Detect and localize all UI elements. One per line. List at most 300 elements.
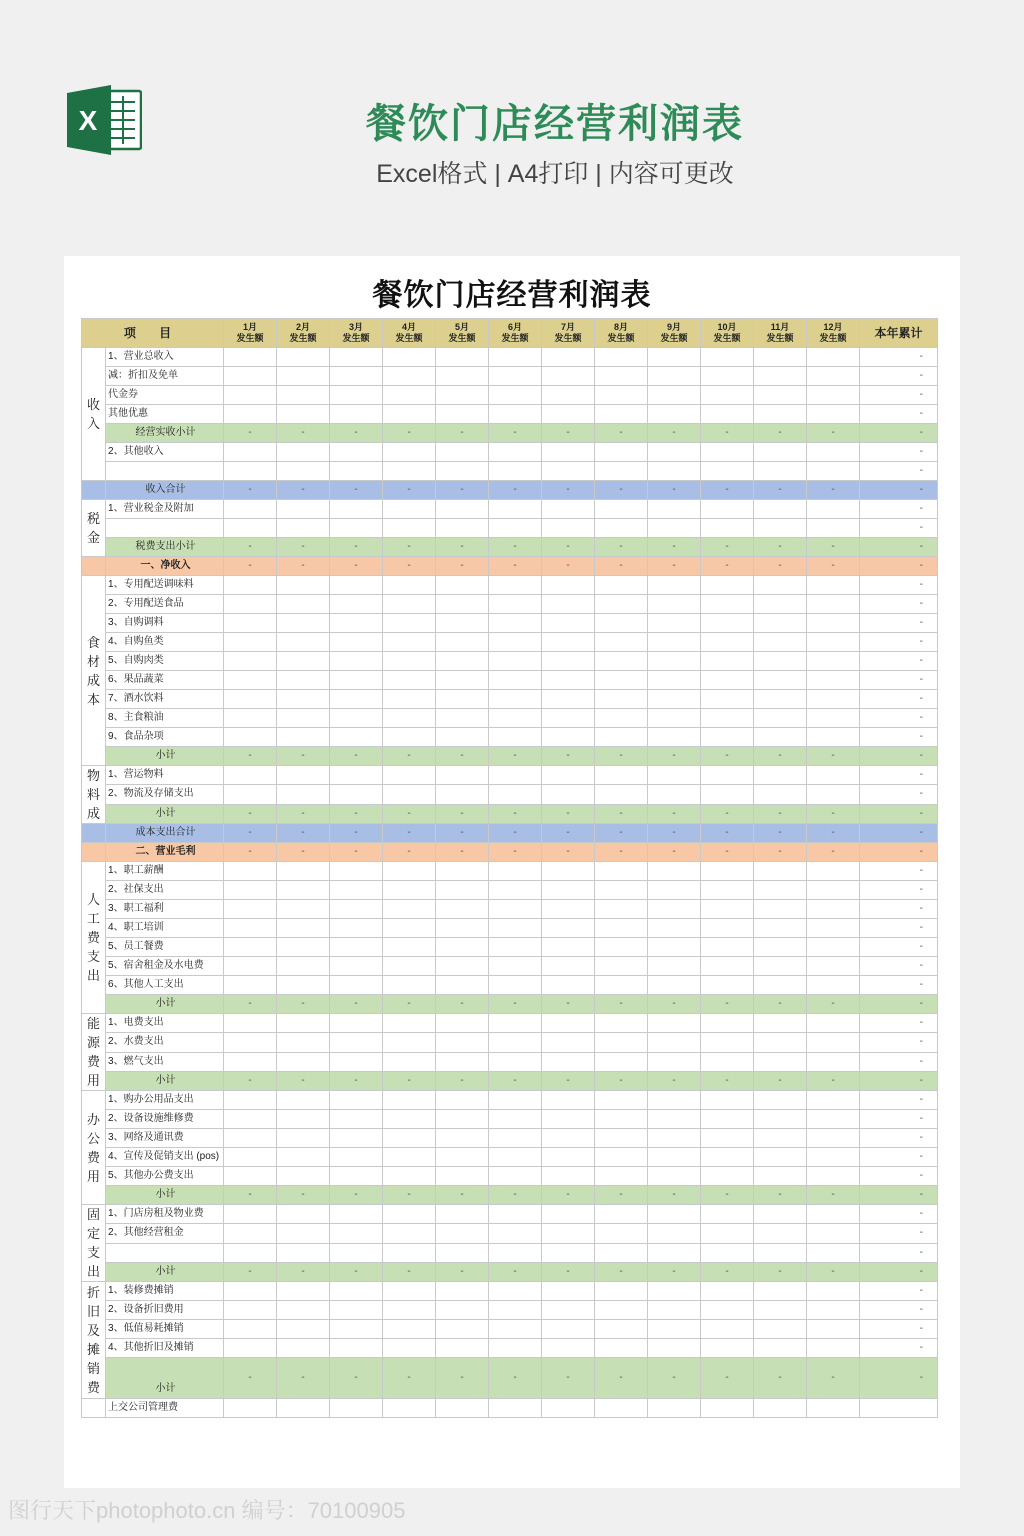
month-cell[interactable]: [542, 709, 595, 728]
month-cell[interactable]: [542, 1339, 595, 1358]
month-cell[interactable]: -: [224, 424, 277, 443]
month-cell[interactable]: [224, 443, 277, 462]
month-cell[interactable]: -: [595, 1071, 648, 1090]
month-cell[interactable]: [383, 1282, 436, 1301]
month-cell[interactable]: [542, 976, 595, 995]
year-total-cell[interactable]: -: [860, 348, 938, 367]
month-cell[interactable]: [595, 633, 648, 652]
row-label[interactable]: 5、员工餐费: [106, 938, 224, 957]
month-cell[interactable]: [701, 881, 754, 900]
month-cell[interactable]: [383, 1205, 436, 1224]
month-cell[interactable]: [489, 709, 542, 728]
month-cell[interactable]: [383, 1243, 436, 1262]
month-cell[interactable]: [224, 1052, 277, 1071]
month-cell[interactable]: [648, 1052, 701, 1071]
month-cell[interactable]: [754, 443, 807, 462]
month-cell[interactable]: [277, 519, 330, 538]
year-total-cell[interactable]: -: [860, 804, 938, 823]
month-cell[interactable]: [383, 1110, 436, 1129]
month-cell[interactable]: [701, 900, 754, 919]
month-cell[interactable]: -: [330, 1186, 383, 1205]
month-cell[interactable]: [595, 1052, 648, 1071]
month-cell[interactable]: [383, 1129, 436, 1148]
month-cell[interactable]: -: [277, 1071, 330, 1090]
month-cell[interactable]: -: [542, 824, 595, 843]
month-cell[interactable]: -: [542, 424, 595, 443]
row-label[interactable]: 小计: [106, 1262, 224, 1281]
row-label[interactable]: 8、主食粮油: [106, 709, 224, 728]
month-cell[interactable]: [277, 976, 330, 995]
month-cell[interactable]: [648, 690, 701, 709]
month-cell[interactable]: -: [330, 481, 383, 500]
month-cell[interactable]: [436, 728, 489, 747]
month-cell[interactable]: -: [436, 824, 489, 843]
month-cell[interactable]: [330, 709, 383, 728]
month-cell[interactable]: [807, 766, 860, 785]
month-cell[interactable]: -: [277, 747, 330, 766]
month-cell[interactable]: [701, 1091, 754, 1110]
month-cell[interactable]: [807, 348, 860, 367]
month-cell[interactable]: [489, 1014, 542, 1033]
month-cell[interactable]: [648, 766, 701, 785]
month-cell[interactable]: [701, 633, 754, 652]
row-label[interactable]: 4、其他折旧及摊销: [106, 1339, 224, 1358]
month-cell[interactable]: [489, 938, 542, 957]
month-cell[interactable]: -: [648, 557, 701, 576]
month-cell[interactable]: -: [383, 804, 436, 823]
month-cell[interactable]: [330, 1320, 383, 1339]
month-cell[interactable]: [489, 1052, 542, 1071]
year-total-cell[interactable]: -: [860, 766, 938, 785]
year-total-cell[interactable]: -: [860, 747, 938, 766]
year-total-cell[interactable]: -: [860, 1262, 938, 1281]
month-cell[interactable]: [277, 1224, 330, 1243]
month-cell[interactable]: [701, 405, 754, 424]
month-cell[interactable]: -: [330, 424, 383, 443]
row-label[interactable]: 1、职工薪酬: [106, 862, 224, 881]
month-cell[interactable]: [648, 862, 701, 881]
row-label[interactable]: 其他优惠: [106, 405, 224, 424]
month-cell[interactable]: [595, 1320, 648, 1339]
month-cell[interactable]: -: [383, 538, 436, 557]
month-cell[interactable]: -: [701, 747, 754, 766]
month-cell[interactable]: -: [489, 481, 542, 500]
month-cell[interactable]: [383, 1052, 436, 1071]
year-total-cell[interactable]: -: [860, 519, 938, 538]
month-cell[interactable]: -: [595, 804, 648, 823]
month-cell[interactable]: [330, 1091, 383, 1110]
month-cell[interactable]: [489, 1167, 542, 1186]
month-cell[interactable]: [648, 519, 701, 538]
month-cell[interactable]: [754, 614, 807, 633]
row-label[interactable]: 代金券: [106, 386, 224, 405]
month-cell[interactable]: [542, 1205, 595, 1224]
month-cell[interactable]: [807, 1339, 860, 1358]
month-cell[interactable]: [701, 595, 754, 614]
month-cell[interactable]: -: [754, 481, 807, 500]
month-cell[interactable]: [330, 367, 383, 386]
month-cell[interactable]: [648, 976, 701, 995]
month-cell[interactable]: [754, 900, 807, 919]
year-total-cell[interactable]: -: [860, 728, 938, 747]
month-cell[interactable]: [383, 709, 436, 728]
month-cell[interactable]: [701, 1052, 754, 1071]
month-cell[interactable]: [383, 519, 436, 538]
month-cell[interactable]: -: [489, 1262, 542, 1281]
month-cell[interactable]: [224, 652, 277, 671]
month-cell[interactable]: [383, 652, 436, 671]
row-label[interactable]: 1、营业总收入: [106, 348, 224, 367]
month-cell[interactable]: [701, 1167, 754, 1186]
month-cell[interactable]: -: [224, 1186, 277, 1205]
month-cell[interactable]: [436, 690, 489, 709]
month-cell[interactable]: [277, 957, 330, 976]
month-cell[interactable]: [648, 1148, 701, 1167]
month-cell[interactable]: [277, 1110, 330, 1129]
year-total-cell[interactable]: -: [860, 1243, 938, 1262]
month-cell[interactable]: -: [383, 843, 436, 862]
month-cell[interactable]: [807, 1014, 860, 1033]
month-cell[interactable]: [648, 652, 701, 671]
month-cell[interactable]: [807, 1301, 860, 1320]
month-cell[interactable]: [754, 519, 807, 538]
month-cell[interactable]: -: [277, 1262, 330, 1281]
year-total-cell[interactable]: -: [860, 919, 938, 938]
month-cell[interactable]: [277, 1167, 330, 1186]
month-cell[interactable]: [754, 690, 807, 709]
month-cell[interactable]: -: [542, 843, 595, 862]
month-cell[interactable]: [648, 900, 701, 919]
year-total-cell[interactable]: -: [860, 1071, 938, 1090]
month-cell[interactable]: [436, 1282, 489, 1301]
month-cell[interactable]: -: [648, 1358, 701, 1399]
month-cell[interactable]: -: [277, 1358, 330, 1399]
month-cell[interactable]: -: [595, 824, 648, 843]
year-total-cell[interactable]: -: [860, 1052, 938, 1071]
month-cell[interactable]: -: [436, 747, 489, 766]
month-cell[interactable]: [807, 938, 860, 957]
month-cell[interactable]: -: [330, 538, 383, 557]
month-cell[interactable]: -: [754, 824, 807, 843]
month-cell[interactable]: [754, 1052, 807, 1071]
month-cell[interactable]: [807, 1110, 860, 1129]
month-cell[interactable]: [595, 576, 648, 595]
year-total-cell[interactable]: -: [860, 557, 938, 576]
month-cell[interactable]: [595, 595, 648, 614]
month-cell[interactable]: -: [701, 481, 754, 500]
month-cell[interactable]: [701, 1129, 754, 1148]
year-total-cell[interactable]: -: [860, 709, 938, 728]
month-cell[interactable]: -: [330, 1358, 383, 1399]
month-cell[interactable]: [277, 348, 330, 367]
year-total-cell[interactable]: -: [860, 976, 938, 995]
month-cell[interactable]: [436, 671, 489, 690]
month-cell[interactable]: [489, 957, 542, 976]
month-cell[interactable]: [436, 1243, 489, 1262]
month-cell[interactable]: [754, 1224, 807, 1243]
year-total-cell[interactable]: -: [860, 938, 938, 957]
month-cell[interactable]: -: [754, 424, 807, 443]
month-cell[interactable]: -: [648, 824, 701, 843]
month-cell[interactable]: [436, 519, 489, 538]
month-cell[interactable]: [383, 1320, 436, 1339]
year-total-cell[interactable]: -: [860, 862, 938, 881]
year-total-cell[interactable]: -: [860, 1282, 938, 1301]
month-cell[interactable]: [595, 728, 648, 747]
month-cell[interactable]: [807, 1399, 860, 1418]
month-cell[interactable]: [542, 443, 595, 462]
year-total-cell[interactable]: -: [860, 1339, 938, 1358]
month-cell[interactable]: [648, 367, 701, 386]
month-cell[interactable]: [224, 462, 277, 481]
month-cell[interactable]: -: [224, 557, 277, 576]
month-cell[interactable]: [595, 614, 648, 633]
month-cell[interactable]: [701, 1033, 754, 1052]
month-cell[interactable]: [648, 1399, 701, 1418]
month-cell[interactable]: [277, 367, 330, 386]
year-total-cell[interactable]: -: [860, 595, 938, 614]
month-cell[interactable]: -: [701, 804, 754, 823]
month-cell[interactable]: -: [807, 557, 860, 576]
month-cell[interactable]: [436, 443, 489, 462]
month-cell[interactable]: -: [277, 424, 330, 443]
month-cell[interactable]: [436, 938, 489, 957]
row-label[interactable]: 9、食品杂项: [106, 728, 224, 747]
month-cell[interactable]: [489, 766, 542, 785]
month-cell[interactable]: [754, 595, 807, 614]
month-cell[interactable]: [277, 728, 330, 747]
month-cell[interactable]: [224, 1224, 277, 1243]
month-cell[interactable]: [224, 1320, 277, 1339]
month-cell[interactable]: -: [807, 804, 860, 823]
month-cell[interactable]: [754, 1110, 807, 1129]
month-cell[interactable]: [436, 348, 489, 367]
month-cell[interactable]: [542, 1033, 595, 1052]
month-cell[interactable]: [595, 386, 648, 405]
month-cell[interactable]: [436, 576, 489, 595]
month-cell[interactable]: [383, 1224, 436, 1243]
month-cell[interactable]: [224, 1167, 277, 1186]
month-cell[interactable]: -: [807, 1186, 860, 1205]
month-cell[interactable]: -: [701, 424, 754, 443]
row-label[interactable]: 2、其他收入: [106, 443, 224, 462]
row-label[interactable]: 上交公司管理费: [106, 1399, 224, 1418]
month-cell[interactable]: [807, 595, 860, 614]
month-cell[interactable]: [277, 862, 330, 881]
month-cell[interactable]: [701, 1014, 754, 1033]
year-total-cell[interactable]: -: [860, 614, 938, 633]
month-cell[interactable]: [489, 576, 542, 595]
month-cell[interactable]: [701, 348, 754, 367]
month-cell[interactable]: [330, 976, 383, 995]
month-cell[interactable]: [224, 386, 277, 405]
month-cell[interactable]: [648, 576, 701, 595]
month-cell[interactable]: [754, 462, 807, 481]
month-cell[interactable]: [648, 1320, 701, 1339]
month-cell[interactable]: [224, 367, 277, 386]
month-cell[interactable]: [224, 728, 277, 747]
month-cell[interactable]: [754, 1129, 807, 1148]
row-label[interactable]: 1、装修费摊销: [106, 1282, 224, 1301]
month-cell[interactable]: [754, 1014, 807, 1033]
month-cell[interactable]: [436, 1014, 489, 1033]
row-label[interactable]: 2、专用配送食品: [106, 595, 224, 614]
row-label[interactable]: 小计: [106, 1186, 224, 1205]
month-cell[interactable]: [595, 652, 648, 671]
month-cell[interactable]: [648, 1110, 701, 1129]
month-cell[interactable]: [436, 1399, 489, 1418]
month-cell[interactable]: [224, 1129, 277, 1148]
month-cell[interactable]: [701, 1224, 754, 1243]
year-total-cell[interactable]: -: [860, 843, 938, 862]
month-cell[interactable]: [330, 1399, 383, 1418]
month-cell[interactable]: [595, 1110, 648, 1129]
month-cell[interactable]: [383, 595, 436, 614]
month-cell[interactable]: [701, 367, 754, 386]
month-cell[interactable]: [436, 652, 489, 671]
year-total-cell[interactable]: -: [860, 1358, 938, 1399]
month-cell[interactable]: [489, 386, 542, 405]
month-cell[interactable]: [542, 1091, 595, 1110]
month-cell[interactable]: -: [224, 804, 277, 823]
month-cell[interactable]: [595, 709, 648, 728]
month-cell[interactable]: [807, 728, 860, 747]
month-cell[interactable]: [224, 1282, 277, 1301]
month-cell[interactable]: [436, 405, 489, 424]
month-cell[interactable]: [701, 1148, 754, 1167]
row-label[interactable]: [106, 519, 224, 538]
month-cell[interactable]: [383, 900, 436, 919]
month-cell[interactable]: [754, 671, 807, 690]
month-cell[interactable]: [436, 1205, 489, 1224]
year-total-cell[interactable]: -: [860, 1014, 938, 1033]
month-cell[interactable]: [224, 900, 277, 919]
month-cell[interactable]: [807, 367, 860, 386]
month-cell[interactable]: [383, 348, 436, 367]
row-label[interactable]: 5、其他办公费支出: [106, 1167, 224, 1186]
month-cell[interactable]: [807, 1033, 860, 1052]
month-cell[interactable]: [330, 900, 383, 919]
month-cell[interactable]: [224, 576, 277, 595]
month-cell[interactable]: -: [648, 995, 701, 1014]
month-cell[interactable]: [383, 1014, 436, 1033]
month-cell[interactable]: [542, 1224, 595, 1243]
month-cell[interactable]: [436, 957, 489, 976]
month-cell[interactable]: [701, 785, 754, 804]
month-cell[interactable]: [648, 348, 701, 367]
month-cell[interactable]: [701, 957, 754, 976]
month-cell[interactable]: -: [754, 538, 807, 557]
month-cell[interactable]: [542, 671, 595, 690]
month-cell[interactable]: [330, 1282, 383, 1301]
month-cell[interactable]: [224, 1205, 277, 1224]
month-cell[interactable]: [383, 766, 436, 785]
year-total-cell[interactable]: -: [860, 481, 938, 500]
month-cell[interactable]: [383, 367, 436, 386]
month-cell[interactable]: [277, 1301, 330, 1320]
month-cell[interactable]: [436, 386, 489, 405]
month-cell[interactable]: -: [754, 804, 807, 823]
month-cell[interactable]: -: [277, 824, 330, 843]
month-cell[interactable]: [330, 690, 383, 709]
month-cell[interactable]: -: [489, 424, 542, 443]
month-cell[interactable]: [436, 1052, 489, 1071]
year-total-cell[interactable]: -: [860, 652, 938, 671]
month-cell[interactable]: -: [754, 843, 807, 862]
month-cell[interactable]: -: [330, 824, 383, 843]
month-cell[interactable]: [754, 1320, 807, 1339]
month-cell[interactable]: [383, 957, 436, 976]
month-cell[interactable]: -: [489, 824, 542, 843]
month-cell[interactable]: [383, 728, 436, 747]
month-cell[interactable]: [807, 881, 860, 900]
month-cell[interactable]: [701, 728, 754, 747]
month-cell[interactable]: [701, 519, 754, 538]
month-cell[interactable]: -: [436, 1071, 489, 1090]
month-cell[interactable]: [754, 785, 807, 804]
month-cell[interactable]: -: [436, 1358, 489, 1399]
month-cell[interactable]: [807, 1167, 860, 1186]
month-cell[interactable]: [383, 919, 436, 938]
month-cell[interactable]: -: [701, 1358, 754, 1399]
month-cell[interactable]: -: [701, 843, 754, 862]
month-cell[interactable]: [277, 1148, 330, 1167]
month-cell[interactable]: [542, 728, 595, 747]
row-label[interactable]: 1、专用配送调味料: [106, 576, 224, 595]
month-cell[interactable]: [701, 614, 754, 633]
row-label[interactable]: 3、职工福利: [106, 900, 224, 919]
month-cell[interactable]: [542, 1320, 595, 1339]
month-cell[interactable]: -: [754, 995, 807, 1014]
month-cell[interactable]: [489, 443, 542, 462]
month-cell[interactable]: [648, 1091, 701, 1110]
month-cell[interactable]: [224, 881, 277, 900]
month-cell[interactable]: -: [436, 804, 489, 823]
month-cell[interactable]: [648, 938, 701, 957]
month-cell[interactable]: -: [224, 481, 277, 500]
month-cell[interactable]: [436, 709, 489, 728]
month-cell[interactable]: [277, 1339, 330, 1358]
month-cell[interactable]: [330, 348, 383, 367]
month-cell[interactable]: -: [754, 1186, 807, 1205]
row-label[interactable]: 2、设备设施维修费: [106, 1110, 224, 1129]
month-cell[interactable]: [277, 652, 330, 671]
month-cell[interactable]: [330, 728, 383, 747]
month-cell[interactable]: [436, 1167, 489, 1186]
month-cell[interactable]: -: [330, 1262, 383, 1281]
month-cell[interactable]: -: [595, 843, 648, 862]
month-cell[interactable]: -: [383, 1071, 436, 1090]
month-cell[interactable]: [489, 1091, 542, 1110]
month-cell[interactable]: [807, 500, 860, 519]
month-cell[interactable]: [277, 405, 330, 424]
row-label[interactable]: 4、宣传及促销支出 (pos): [106, 1148, 224, 1167]
month-cell[interactable]: [277, 690, 330, 709]
month-cell[interactable]: [754, 1339, 807, 1358]
month-cell[interactable]: [807, 1091, 860, 1110]
month-cell[interactable]: [489, 976, 542, 995]
month-cell[interactable]: [807, 405, 860, 424]
month-cell[interactable]: [807, 1224, 860, 1243]
month-cell[interactable]: -: [224, 747, 277, 766]
month-cell[interactable]: [383, 443, 436, 462]
month-cell[interactable]: [648, 1014, 701, 1033]
month-cell[interactable]: -: [224, 1358, 277, 1399]
year-total-cell[interactable]: -: [860, 881, 938, 900]
month-cell[interactable]: [489, 1205, 542, 1224]
row-label[interactable]: 2、设备折旧费用: [106, 1301, 224, 1320]
month-cell[interactable]: [383, 785, 436, 804]
